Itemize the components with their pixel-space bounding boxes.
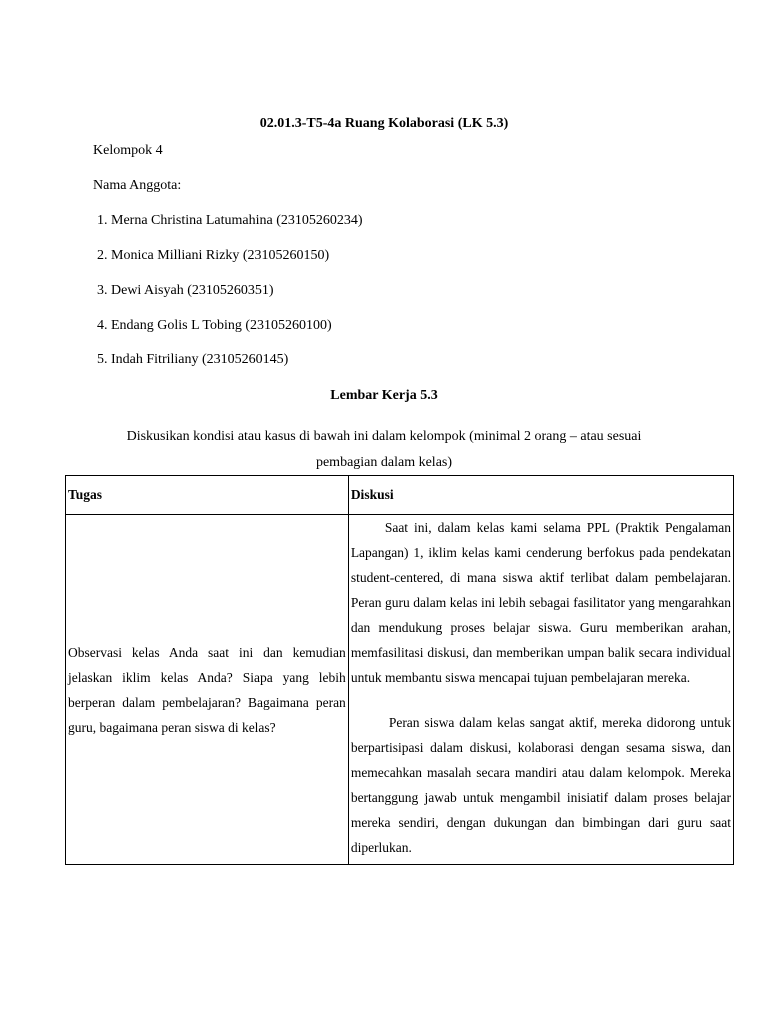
header-tugas: Tugas: [66, 476, 349, 515]
member-item: 2. Monica Milliani Rizky (23105260150): [97, 248, 330, 263]
worksheet-title: Lembar Kerja 5.3: [330, 388, 438, 403]
table-row: [66, 515, 734, 865]
member-item: 5. Indah Fitriliany (23105260145): [97, 352, 289, 367]
member-item: 4. Endang Golis L Tobing (23105260100): [97, 318, 332, 333]
worksheet-table: [65, 475, 734, 865]
document-title: 02.01.3-T5-4a Ruang Kolaborasi (LK 5.3): [259, 116, 509, 131]
worksheet-instruction: [0, 424, 768, 476]
member-item: 3. Dewi Aisyah (23105260351): [97, 283, 274, 298]
instruction-line-2: pembagian dalam kelas): [315, 455, 453, 470]
tugas-text: Observasi kelas Anda saat ini dan kemudian jelaskan iklim kelas Anda? Siapa yang lebih berperan dalam pembelajaran? Bagaimana peran guru, bagaimana peran siswa di kelas?: [68, 644, 346, 735]
diskusi-paragraph-2: Peran siswa dalam kelas sangat aktif, mereka didorong untuk berpartisipasi dalam diskusi, kolaborasi dengan sesama siswa, dan memecahkan masalah secara mandiri atau dalam kelompok. Mereka bertanggung jawab untuk mengambil inisiatif dalam proses belajar mereka sendiri, dengan dukungan dan bimbingan dari guru saat diperlukan.: [350, 715, 731, 855]
group-label: Kelompok 4: [93, 143, 163, 158]
tugas-cell: [66, 515, 349, 865]
instruction-line-1: Diskusikan kondisi atau kasus di bawah ini dalam kelompok (minimal 2 orang – atau sesuai: [126, 429, 642, 444]
members-label: Nama Anggota:: [93, 178, 182, 193]
diskusi-cell: [348, 515, 733, 865]
member-item: 1. Merna Christina Latumahina (23105260234): [97, 213, 363, 228]
table-header-row: [66, 476, 734, 515]
header-diskusi: Diskusi: [348, 476, 733, 515]
diskusi-paragraph-1: Saat ini, dalam kelas kami selama PPL (Praktik Pengalaman Lapangan) 1, iklim kelas kami cenderung berfokus pada pendekatan student-centered, di mana siswa aktif terlibat dalam pembelajaran. Peran guru dalam kelas ini lebih sebagai fasilitator yang mengarahkan dan mendukung proses belajar siswa. Guru memberikan arahan, memfasilitasi diskusi, dan memberikan umpan balik secara individual untuk membantu siswa mencapai tujuan pembelajaran mereka.: [350, 520, 731, 685]
